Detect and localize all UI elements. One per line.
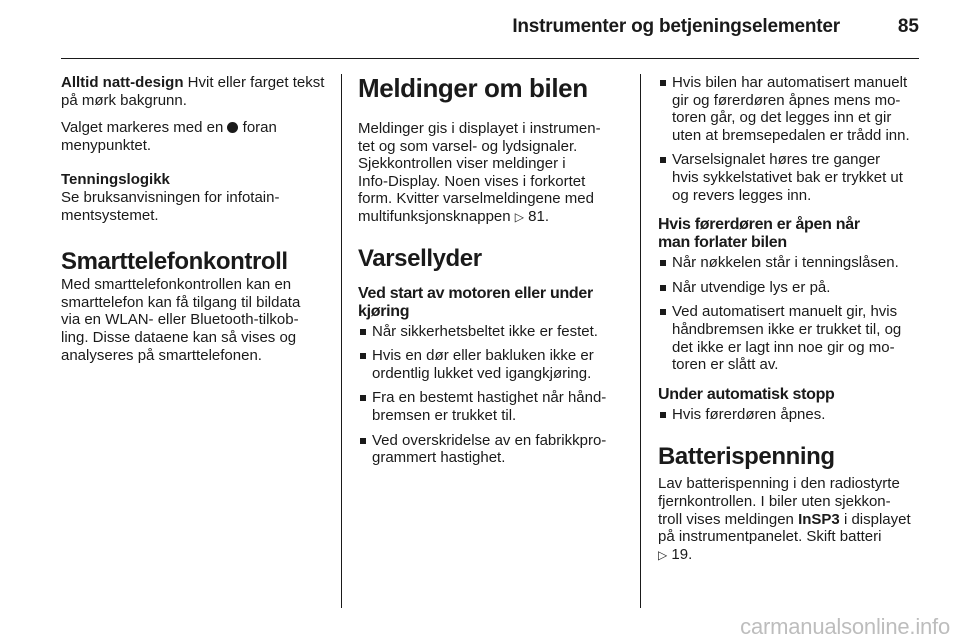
column-middle [358, 74, 625, 474]
paragraph-battery-voltage: Lav batterispenning i den radiostyrte fjernkontrollen. I biler uten sjekkon- troll vises meldingen InSP3 i displayet på instrumentpanelet. Skift batteri ▷ 19. [658, 475, 911, 563]
term-ignition-logic: Tenningslogikk [61, 171, 170, 189]
paragraph-ignition-logic: Tenningslogikk Se bruksanvisningen for infotain- mentsystemet. [61, 171, 280, 224]
paragraph-night-design: Alltid natt-design Hvit eller farget tekst på mørk bakgrunn. [61, 74, 325, 109]
column-divider [341, 74, 342, 608]
list-item: Hvis førerdøren åpnes. [658, 406, 924, 424]
bullet-list-autostop [658, 406, 924, 424]
page-number: 85 [897, 16, 919, 37]
filled-circle-icon [227, 122, 238, 133]
bullet-list-chimes-continued [658, 74, 924, 204]
column-divider [640, 74, 641, 608]
watermark: carmanualsonline.info [740, 614, 950, 639]
paragraph-selection-marker: Valget markeres med en foran menypunktet. [61, 119, 277, 154]
list-item: Hvis bilen har automatisert manuelt gir og førerdøren åpnes mens mo- toren går, og det legges inn et gir uten at bremsepedalen er trådd inn. [658, 74, 924, 144]
list-item: Når nøkkelen står i tenningslåsen. [658, 254, 924, 272]
heading-driver-door-open: Hvis førerdøren er åpen når man forlater bilen [658, 216, 860, 252]
paragraph-smartphone-control: Med smarttelefonkontrollen kan en smarttelefon kan få tilgang til bildata via en WLAN- eller Bluetooth-tilkob- ling. Disse dataene kan så vises og analyseres på smarttelefonen. [61, 276, 301, 364]
list-item: Hvis en dør eller bakluken ikke er ordentlig lukket ved igangkjøring. [358, 347, 625, 382]
paragraph-messages-intro: Meldinger gis i displayet i instrumen- tet og som varsel- og lydsignaler. Sjekkontrollen viser meldinger i Info-Display. Noen vises i forkortet form. Kvitter varselmeldingene med multifunksjonsknappen ▷ 81. [358, 120, 601, 225]
bullet-list-door-open [658, 254, 924, 374]
column-left [61, 74, 328, 374]
list-item: Ved overskridelse av en fabrikkpro- grammert hastighet. [358, 432, 625, 467]
heading-smartphone-control: Smarttelefonkontroll [61, 248, 288, 276]
heading-warning-chimes: Varsellyder [358, 244, 482, 272]
column-right [658, 74, 924, 574]
list-item: Fra en bestemt hastighet når hånd- bremsen er trukket til. [358, 389, 625, 424]
heading-vehicle-messages: Meldinger om bilen [358, 73, 588, 103]
message-code: InSP3 [798, 510, 840, 528]
heading-battery-voltage: Batterispenning [658, 443, 835, 471]
triangle-right-icon: ▷ [514, 209, 524, 224]
triangle-right-icon: ▷ [658, 547, 668, 562]
list-item: Når sikkerhetsbeltet ikke er festet. [358, 323, 625, 341]
bullet-list-chimes [358, 323, 625, 467]
list-item: Varselsignalet høres tre ganger hvis sykkelstativet bak er trykket ut og revers legges inn. [658, 151, 924, 204]
heading-start-or-driving: Ved start av motoren eller under kjøring [358, 284, 593, 320]
list-item: Når utvendige lys er på. [658, 279, 924, 297]
header-rule [61, 58, 919, 59]
page-header-title: Instrumenter og betjeningselementer [512, 16, 840, 37]
list-item: Ved automatisert manuelt gir, hvis håndbremsen ikke er trukket til, og det ikke er lagt inn noe gir og mo- toren er slått av. [658, 303, 924, 373]
term-night-design: Alltid natt-design [61, 74, 184, 91]
heading-autostop: Under automatisk stopp [658, 385, 835, 403]
